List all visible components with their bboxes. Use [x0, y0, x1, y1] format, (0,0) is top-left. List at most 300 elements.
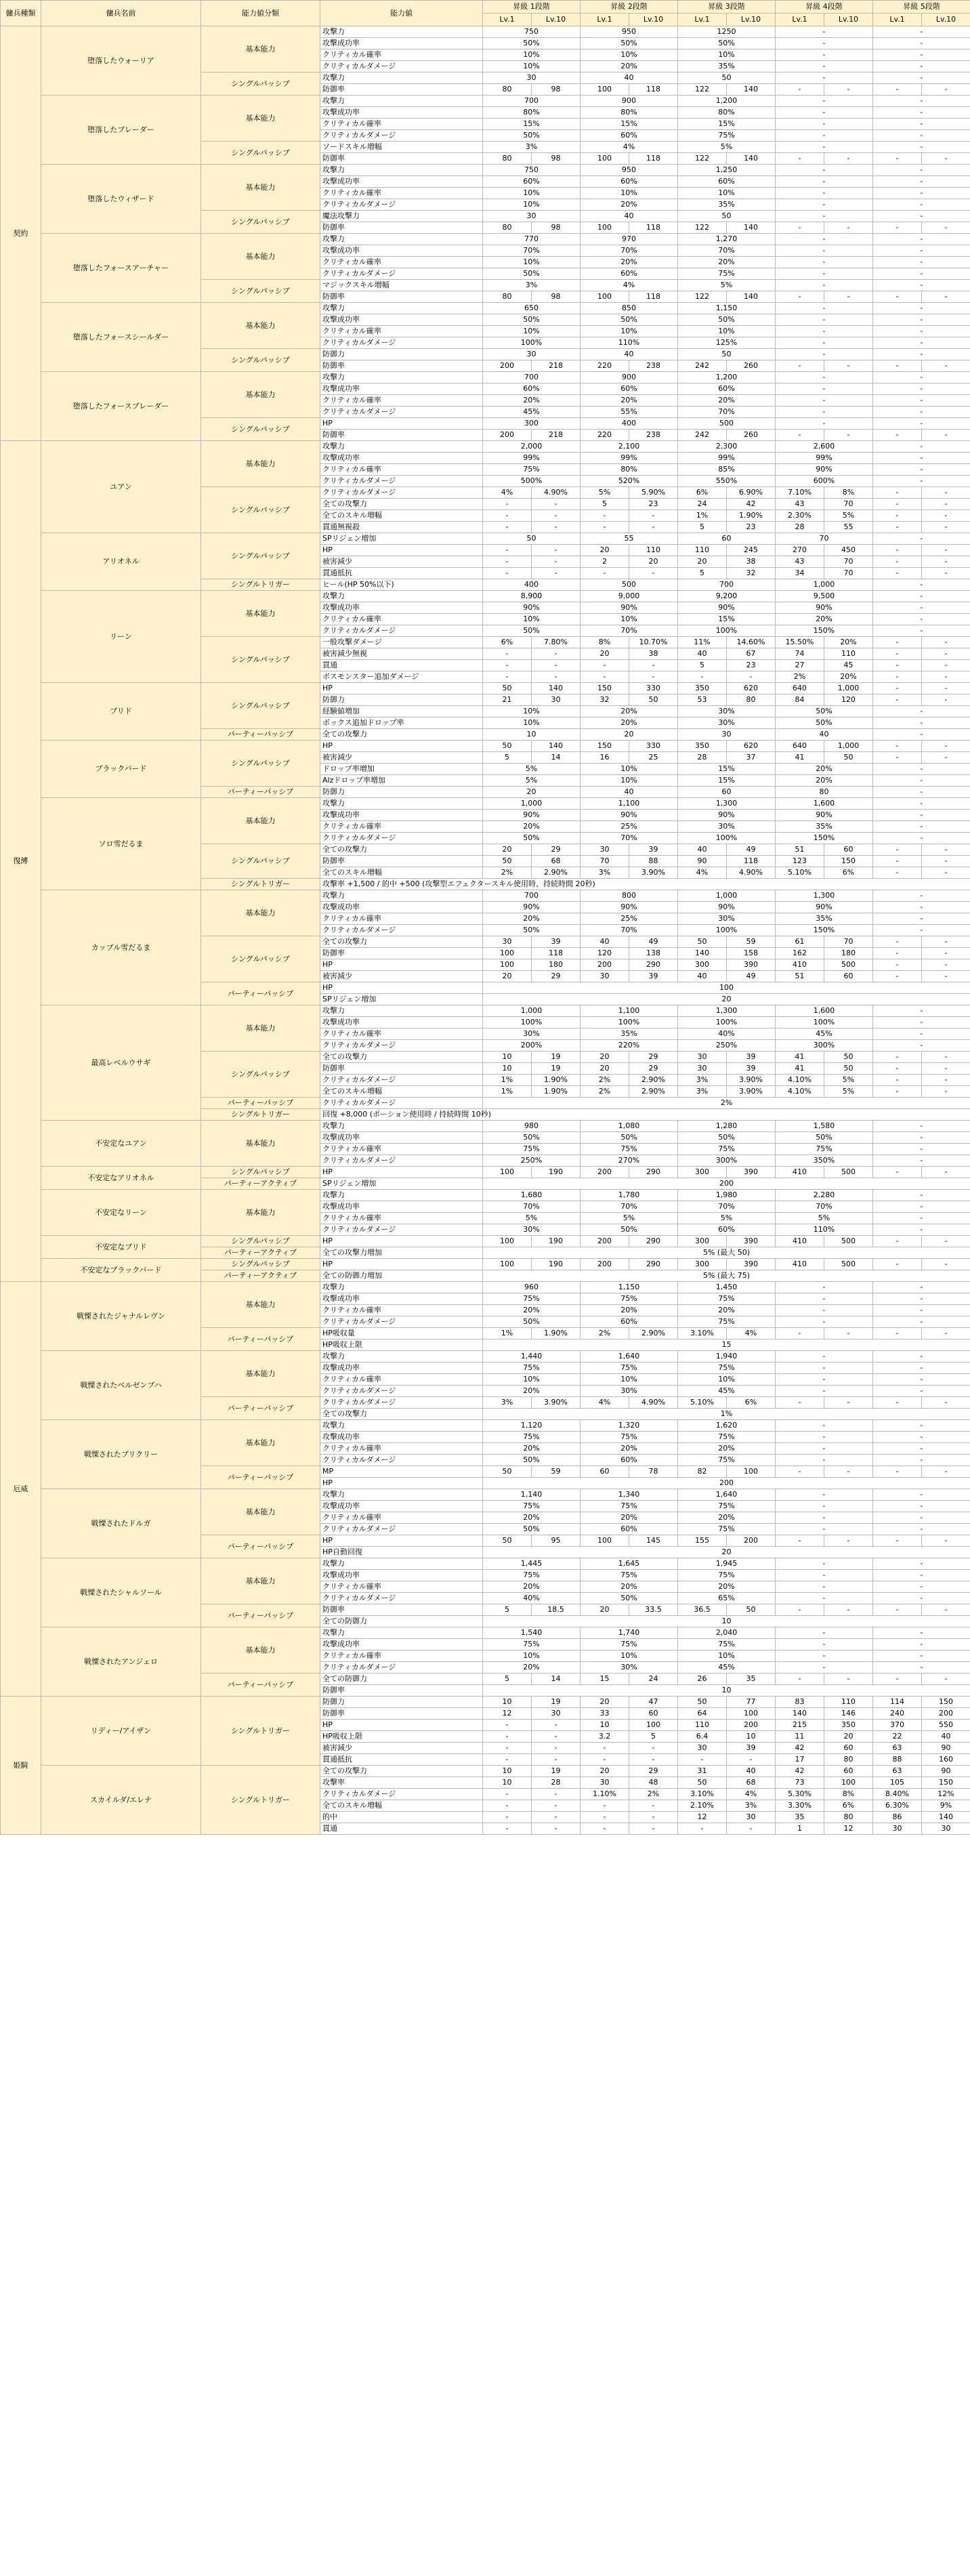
ability-name-cell: 攻撃成功率 [320, 383, 483, 395]
ability-name-cell: 攻撃成功率 [320, 176, 483, 188]
mercenary-name-cell: ブリド [41, 683, 201, 741]
stage-value-cell: 35% [776, 913, 873, 925]
stage-value-cell: 40 [581, 787, 678, 798]
stage-value-cell: 30 [483, 349, 581, 360]
value-cell: - [873, 694, 922, 706]
stage-value-cell: - [873, 1489, 970, 1501]
value-cell: 140 [532, 741, 581, 752]
category-cell: 厄威 [1, 1282, 41, 1697]
stage-value-cell: 50% [483, 314, 581, 326]
value-cell: 1.90% [532, 1328, 581, 1339]
stage-value-cell: 700 [483, 890, 581, 902]
value-cell: - [629, 671, 678, 683]
stage-value-cell: 60% [581, 176, 678, 188]
table-row [1, 741, 970, 752]
mercenary-name-cell: 堕落したウィザード [41, 165, 201, 234]
value-cell: 60 [824, 844, 873, 856]
value-cell: 20 [678, 556, 727, 568]
value-cell: 100 [483, 1259, 532, 1270]
value-cell: 2.30% [776, 510, 824, 522]
stage-value-cell: 75% [678, 1144, 776, 1155]
value-cell: 29 [532, 971, 581, 982]
stage-value-cell: - [776, 1639, 873, 1650]
ability-name-cell: クリティカル確率 [320, 614, 483, 625]
value-cell: - [873, 1259, 922, 1270]
value-cell: 122 [678, 153, 727, 165]
category-cell: 姫騎 [1, 1697, 41, 1835]
value-cell: 50 [824, 1063, 873, 1075]
value-cell: 10 [581, 1720, 629, 1731]
value-cell: 3% [483, 1397, 532, 1409]
value-cell: 1,000 [824, 683, 873, 694]
stage-value-cell: 1,945 [678, 1558, 776, 1570]
value-cell: 61 [776, 936, 824, 948]
stage-value-cell: 20% [581, 718, 678, 729]
value-cell: 20 [581, 1063, 629, 1075]
table-row [1, 798, 970, 810]
ability-group-cell: パーティーパッシブ [201, 1397, 320, 1420]
stage-value-cell: 45% [483, 407, 581, 418]
value-cell: 3.10% [678, 1789, 727, 1800]
stage-value-cell: 30% [581, 1386, 678, 1397]
ability-name-cell: 防御率 [320, 1708, 483, 1720]
value-cell: 50 [824, 1052, 873, 1063]
stage-value-cell: - [873, 418, 970, 430]
stage-value-cell: 50% [678, 38, 776, 49]
value-cell: 3.90% [629, 867, 678, 879]
stage-value-cell: 100% [483, 1017, 581, 1029]
value-cell: 55 [824, 522, 873, 533]
ability-name-cell: 攻撃力 [320, 372, 483, 383]
stage-value-cell: 10% [678, 1650, 776, 1662]
ability-name-cell: 被害減少 [320, 1743, 483, 1754]
value-cell: - [873, 856, 922, 867]
ability-name-cell: 攻撃成功率 [320, 245, 483, 257]
value-cell: 242 [678, 430, 727, 441]
stage-value-cell: - [873, 38, 970, 49]
header-lv1: Lv.1 [873, 14, 922, 26]
stage-value-cell: 1,980 [678, 1190, 776, 1201]
stage-value-cell: 50% [776, 718, 873, 729]
stage-value-cell: 750 [483, 26, 581, 38]
value-cell: - [581, 1800, 629, 1812]
value-cell: 24 [678, 499, 727, 510]
value-cell: 12% [922, 1789, 970, 1800]
value-cell: 37 [727, 752, 776, 764]
value-cell: 22 [873, 1731, 922, 1743]
stage-value-cell: 220% [581, 1040, 678, 1052]
value-cell: 3% [727, 1800, 776, 1812]
value-cell: 10 [483, 1697, 532, 1708]
ability-name-cell: クリティカル確率 [320, 464, 483, 476]
stage-value-cell: - [873, 372, 970, 383]
value-cell: - [873, 222, 922, 234]
value-cell: 200 [581, 1259, 629, 1270]
stage-value-cell: - [873, 1213, 970, 1224]
value-cell: 2% [629, 1789, 678, 1800]
stage-value-cell: 270% [581, 1155, 678, 1167]
stage-value-cell: 1,000 [776, 579, 873, 591]
stage-value-cell: 1,080 [581, 1121, 678, 1132]
ability-name-cell: 攻撃力 [320, 1558, 483, 1570]
stage-value-cell: 2,280 [776, 1190, 873, 1201]
stage-value-cell: - [776, 211, 873, 222]
value-cell: - [727, 1823, 776, 1835]
value-cell: - [678, 671, 727, 683]
value-cell: - [532, 1720, 581, 1731]
table-row [1, 1697, 970, 1708]
value-cell: 410 [776, 1167, 824, 1178]
value-cell: 2% [581, 1075, 629, 1086]
ability-name-cell: 攻撃力 [320, 591, 483, 602]
value-cell: 3.90% [727, 1086, 776, 1098]
stage-value-cell: 70% [678, 1201, 776, 1213]
header-lv10: Lv.10 [629, 14, 678, 26]
value-cell: - [824, 1604, 873, 1616]
value-cell: 1.90% [532, 1086, 581, 1098]
stage-value-cell: 10% [483, 326, 581, 337]
stage-value-cell: 40 [581, 72, 678, 84]
value-cell: - [824, 1674, 873, 1685]
value-cell: 60 [824, 971, 873, 982]
value-cell: - [532, 1731, 581, 1743]
value-cell: - [581, 510, 629, 522]
value-cell: 42 [776, 1766, 824, 1777]
value-cell: 10.70% [629, 637, 678, 648]
value-cell: - [483, 1823, 532, 1835]
value-cell: 39 [629, 971, 678, 982]
stage-value-cell: 10% [581, 326, 678, 337]
ability-name-cell: HP [320, 741, 483, 752]
stage-value-cell: 4% [581, 142, 678, 153]
value-cell: - [922, 1397, 970, 1409]
value-cell: 118 [629, 291, 678, 303]
stage-value-cell: - [873, 1121, 970, 1132]
value-cell: 68 [532, 856, 581, 867]
ability-name-cell: クリティカル確率 [320, 1374, 483, 1386]
value-cell: - [922, 660, 970, 671]
value-cell: 14 [532, 752, 581, 764]
value-cell: - [532, 510, 581, 522]
value-cell: 20 [483, 844, 532, 856]
ability-group-cell: 基本能力 [201, 1121, 320, 1167]
value-cell: - [922, 637, 970, 648]
stage-value-cell: - [776, 1512, 873, 1524]
ability-name-cell: HP [320, 1535, 483, 1547]
value-cell: - [922, 741, 970, 752]
value-cell: - [824, 291, 873, 303]
value-cell: 150 [581, 741, 629, 752]
value-cell: - [873, 430, 922, 441]
value-cell: - [483, 545, 532, 556]
value-cell: 3.90% [532, 1397, 581, 1409]
value-cell: - [873, 637, 922, 648]
ability-name-cell: 攻撃力 [320, 1627, 483, 1639]
ability-name-cell: 攻撃成功率 [320, 1570, 483, 1581]
ability-group-cell: 基本能力 [201, 1351, 320, 1397]
value-cell: 51 [776, 844, 824, 856]
ability-name-cell: 攻撃成功率 [320, 902, 483, 913]
stage-value-cell: 1,270 [678, 234, 776, 245]
stage-value-cell: 5% [483, 1213, 581, 1224]
value-cell: 1% [483, 1086, 532, 1098]
value-cell: - [483, 1720, 532, 1731]
stage-value-cell: 30 [483, 72, 581, 84]
ability-name-cell: 全ての攻撃力 [320, 729, 483, 741]
stage-value-cell: 20 [483, 787, 581, 798]
mercenary-name-cell: 戦慄されたベルゼンブハ [41, 1351, 201, 1420]
stage-value-cell: 70% [483, 245, 581, 257]
ability-name-cell: 全てのスキル増幅 [320, 1086, 483, 1098]
stage-value-cell: 35% [776, 821, 873, 833]
ability-group-cell: シングルトリガー [201, 579, 320, 591]
ability-group-cell: シングルパッシブ [201, 142, 320, 165]
stage-value-cell: 100% [483, 337, 581, 349]
ability-name-cell: クリティカルダメージ [320, 1075, 483, 1086]
stage-value-cell: 2,100 [581, 441, 678, 453]
ability-name-cell: 防御率 [320, 153, 483, 165]
stage-value-cell: - [873, 268, 970, 280]
stage-value-cell: - [873, 188, 970, 199]
stage-value-cell: 75% [678, 130, 776, 142]
value-cell: 35 [727, 1674, 776, 1685]
ability-name-cell: HP [320, 418, 483, 430]
value-cell: - [922, 1259, 970, 1270]
value-cell: - [776, 84, 824, 96]
header-group: 能力値分類 [201, 1, 320, 26]
value-cell: 39 [727, 1063, 776, 1075]
value-cell: 70 [824, 499, 873, 510]
ability-group-cell: パーティーパッシブ [201, 1328, 320, 1351]
stage-value-cell: - [776, 1316, 873, 1328]
value-cell: 450 [824, 545, 873, 556]
value-cell: 150 [922, 1697, 970, 1708]
value-cell: 21 [483, 694, 532, 706]
stage-value-cell: - [873, 303, 970, 314]
value-cell: 20% [824, 671, 873, 683]
stage-value-cell: - [873, 890, 970, 902]
stage-value-cell: 250% [678, 1040, 776, 1052]
table-row [1, 1489, 970, 1501]
mercenary-name-cell: 不安定なリーン [41, 1190, 201, 1236]
value-cell: - [532, 499, 581, 510]
value-cell: - [483, 1731, 532, 1743]
stage-value-cell: 20% [581, 199, 678, 211]
value-cell: 5.90% [629, 487, 678, 499]
value-cell: - [922, 844, 970, 856]
value-cell: 3% [678, 1075, 727, 1086]
stage-value-cell: 90% [483, 902, 581, 913]
stage-value-cell: 75% [678, 1501, 776, 1512]
value-cell: 1,000 [824, 741, 873, 752]
value-cell: - [922, 671, 970, 683]
stage-value-cell: - [776, 372, 873, 383]
ability-name-cell: 全てのスキル増幅 [320, 867, 483, 879]
stage-value-cell: - [873, 1040, 970, 1052]
ability-name-cell: 攻撃成功率 [320, 1639, 483, 1650]
value-cell: 122 [678, 222, 727, 234]
value-cell: 30 [532, 1708, 581, 1720]
stage-value-cell: 2,040 [678, 1627, 776, 1639]
stage-value-cell: 1,200 [678, 372, 776, 383]
value-cell: 118 [532, 948, 581, 959]
value-cell: 5.10% [678, 1397, 727, 1409]
ability-group-cell: パーティーパッシブ [201, 1466, 320, 1489]
stage-value-cell: 5% [776, 1213, 873, 1224]
stage-value-cell: 55 [581, 533, 678, 545]
stage-value-cell: 900 [581, 96, 678, 107]
ability-group-cell: 基本能力 [201, 165, 320, 211]
ability-name-cell: 攻撃成功率 [320, 1201, 483, 1213]
value-cell: 30 [581, 971, 629, 982]
value-cell: 500 [824, 1259, 873, 1270]
ability-name-cell: 全ての攻撃力 [320, 844, 483, 856]
value-cell: 11% [678, 637, 727, 648]
header-stage-2: 昇級 2段階 [581, 1, 678, 14]
value-cell: - [873, 545, 922, 556]
value-cell: 30 [678, 1052, 727, 1063]
stage-value-cell: - [776, 130, 873, 142]
mercenary-name-cell: 戦慄されたアンジェロ [41, 1627, 201, 1697]
value-cell: 8% [824, 1789, 873, 1800]
value-cell: - [824, 84, 873, 96]
value-cell: - [873, 510, 922, 522]
ability-name-cell: ボスモンスター追加ダメージ [320, 671, 483, 683]
value-cell: - [922, 752, 970, 764]
stage-value-cell: - [873, 72, 970, 84]
merged-value-cell: 100 [483, 982, 970, 994]
table-row [1, 1005, 970, 1017]
value-cell: 105 [873, 1777, 922, 1789]
value-cell: 41 [776, 752, 824, 764]
ability-name-cell: 全ての攻撃力 [320, 936, 483, 948]
value-cell: 100 [824, 1777, 873, 1789]
value-cell: - [629, 1743, 678, 1754]
value-cell: 23 [727, 522, 776, 533]
stage-value-cell: - [873, 1282, 970, 1293]
stage-value-cell: - [873, 833, 970, 844]
value-cell: - [922, 1086, 970, 1098]
stage-value-cell: 75% [581, 1144, 678, 1155]
value-cell: 30 [922, 1823, 970, 1835]
header-stage-3: 昇級 3段階 [678, 1, 776, 14]
stage-value-cell: - [873, 1455, 970, 1466]
ability-name-cell: 被害減少 [320, 556, 483, 568]
value-cell: 30 [873, 1823, 922, 1835]
ability-group-cell: シングルパッシブ [201, 637, 320, 683]
merged-value-cell: 200 [483, 1478, 970, 1489]
stage-value-cell: 50% [678, 1132, 776, 1144]
value-cell: 100 [483, 948, 532, 959]
value-cell: 370 [873, 1720, 922, 1731]
value-cell: - [483, 660, 532, 671]
stage-value-cell: 15% [678, 614, 776, 625]
value-cell: - [922, 487, 970, 499]
ability-name-cell: クリティカル確率 [320, 119, 483, 130]
value-cell: 20 [629, 556, 678, 568]
ability-name-cell: 防御率 [320, 430, 483, 441]
ability-name-cell: HP [320, 959, 483, 971]
table-row [1, 1259, 970, 1270]
stage-value-cell: 30% [678, 821, 776, 833]
stage-value-cell: 950 [581, 165, 678, 176]
value-cell: 80 [824, 1812, 873, 1823]
stage-value-cell: 10 [483, 729, 581, 741]
ability-name-cell: クリティカルダメージ [320, 1455, 483, 1466]
stage-value-cell: 70% [776, 1201, 873, 1213]
stage-value-cell: - [776, 1593, 873, 1604]
ability-name-cell: クリティカル確率 [320, 1443, 483, 1455]
value-cell: 98 [532, 84, 581, 96]
stage-value-cell: 900 [581, 372, 678, 383]
ability-name-cell: 防御率 [320, 1604, 483, 1616]
ability-name-cell: 攻撃成功率 [320, 1017, 483, 1029]
value-cell: 70 [824, 556, 873, 568]
value-cell: - [922, 522, 970, 533]
stage-value-cell: - [873, 107, 970, 119]
stage-value-cell: 150% [776, 833, 873, 844]
stage-value-cell: - [873, 1144, 970, 1155]
stage-value-cell: 80% [678, 107, 776, 119]
value-cell: 150 [581, 683, 629, 694]
ability-name-cell: Alzドロップ率増加 [320, 775, 483, 787]
value-cell: - [922, 694, 970, 706]
value-cell: 140 [678, 948, 727, 959]
stage-value-cell: 300 [483, 418, 581, 430]
stage-value-cell: 100% [776, 1017, 873, 1029]
stage-value-cell: 20% [776, 614, 873, 625]
ability-group-cell: 基本能力 [201, 1190, 320, 1236]
value-cell: 330 [629, 683, 678, 694]
stage-value-cell: 800 [581, 890, 678, 902]
ability-name-cell: 全ての攻撃力 [320, 1766, 483, 1777]
category-cell: 契約 [1, 26, 41, 441]
stage-value-cell: 110% [581, 337, 678, 349]
value-cell: 620 [727, 683, 776, 694]
value-cell: - [873, 1397, 922, 1409]
value-cell: - [873, 1236, 922, 1247]
value-cell: 2.90% [532, 867, 581, 879]
value-cell: - [922, 959, 970, 971]
value-cell: 33 [581, 1708, 629, 1720]
ability-name-cell: 攻撃力 [320, 1190, 483, 1201]
value-cell: - [922, 291, 970, 303]
stage-value-cell: - [873, 925, 970, 936]
ability-group-cell: シングルパッシブ [201, 844, 320, 879]
stage-value-cell: - [873, 1524, 970, 1535]
ability-name-cell: 攻撃力 [320, 1420, 483, 1432]
value-cell: 88 [873, 1754, 922, 1766]
value-cell: 5 [678, 568, 727, 579]
stage-value-cell: 75% [483, 1432, 581, 1443]
stage-value-cell: 550% [678, 476, 776, 487]
stage-value-cell: 75% [483, 1639, 581, 1650]
stage-value-cell: 1,600 [776, 798, 873, 810]
value-cell: 3.10% [678, 1328, 727, 1339]
value-cell: - [873, 1075, 922, 1086]
value-cell: 33.5 [629, 1604, 678, 1616]
value-cell: 5 [678, 522, 727, 533]
value-cell: 410 [776, 959, 824, 971]
stage-value-cell: 20% [678, 1443, 776, 1455]
stage-value-cell: 20% [776, 764, 873, 775]
value-cell: 6% [824, 1800, 873, 1812]
stage-value-cell: - [873, 326, 970, 337]
stage-value-cell: 100% [678, 925, 776, 936]
value-cell: 49 [727, 971, 776, 982]
stage-value-cell: 5% [483, 775, 581, 787]
value-cell: 390 [727, 1167, 776, 1178]
